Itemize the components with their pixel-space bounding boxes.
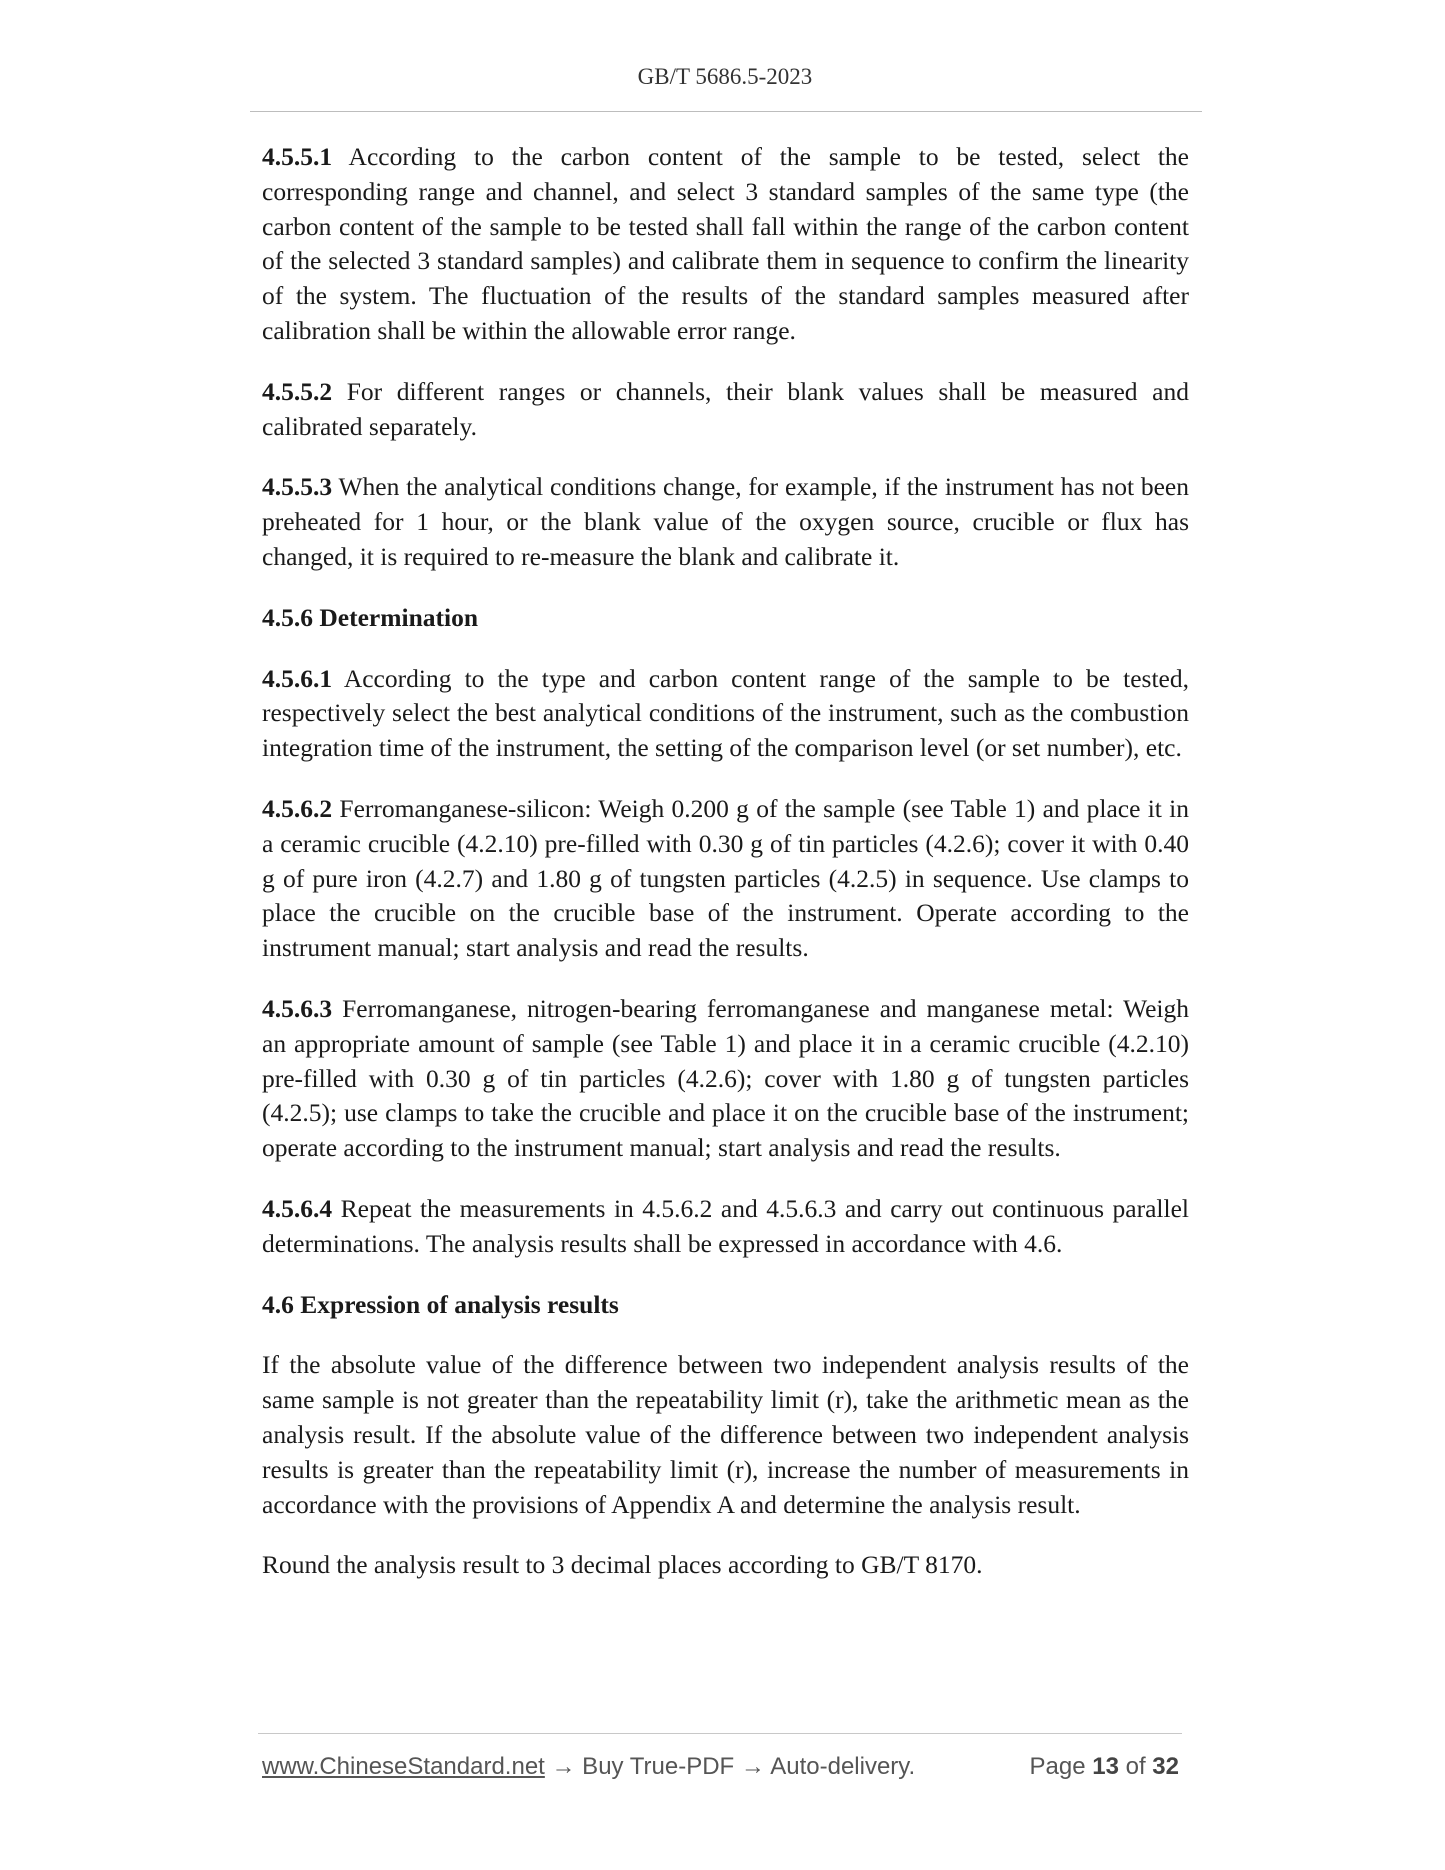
clause-number: 4.5.5.2 (262, 376, 333, 406)
clause-number: 4.5.5.1 (262, 142, 333, 171)
clause-4-5-5-1 (262, 140, 1189, 349)
clause-4-5-6-3 (262, 992, 1189, 1166)
footer-tagline: → Buy True-PDF → Auto-delivery. (544, 1753, 916, 1780)
clause-text: Repeat the measurements in 4.5.6.2 and 4.5.6.3 and carry out continuous parallel determinations. The analysis results shall be expressed in accordance with 4.6. (262, 1193, 1190, 1258)
of-label: of (1125, 1753, 1146, 1780)
clause-4-5-5-3 (262, 470, 1189, 574)
clause-4-5-5-2 (262, 375, 1189, 445)
document-body (262, 140, 1189, 1609)
section-heading-4-6: 4.6 Expression of analysis results (262, 1289, 619, 1319)
clause-4-5-6-4 (262, 1192, 1189, 1262)
page-label: Page (1029, 1753, 1086, 1780)
total-pages: 32 (1152, 1753, 1179, 1780)
footer-promo (262, 1753, 915, 1781)
clause-number: 4.5.6.4 (262, 1193, 333, 1223)
section-heading-4-5-6: 4.5.6 Determination (262, 602, 479, 632)
paragraph: Round the analysis result to 3 decimal places according to GB/T 8170. (262, 1550, 983, 1580)
clause-4-5-6-2 (262, 792, 1189, 966)
clause-4-5-6-1 (262, 662, 1189, 766)
clause-number: 4.5.5.3 (262, 472, 333, 502)
clause-text: When the analytical conditions change, for example, if the instrument has not been preheated for 1 hour, or the blank value of the oxygen source, crucible or flux has changed, it is required to re-measure the blank and calibrate it. (262, 472, 1189, 571)
page-indicator (1030, 1753, 1180, 1781)
clause-number: 4.5.6.1 (262, 663, 333, 693)
clause-number: 4.5.6.2 (262, 793, 333, 823)
clause-text: Ferromanganese, nitrogen-bearing ferromanganese and manganese metal: Weigh an appropriate amount of sample (see Table 1) and place it in a ceramic crucible (4.2.10) pre-filled with 0.30 g of tin particles (4.2.6); cover with 1.80 g of tungsten particles (4.2.5); use clamps to take the crucible and place it on the crucible base of the instrument; operate according to the instrument manual; start analysis and read the results. (262, 993, 1189, 1163)
clause-number: 4.5.6.3 (262, 993, 333, 1023)
clause-text: For different ranges or channels, their blank values shall be measured and calibrated separately. (262, 376, 1189, 441)
paragraph: If the absolute value of the difference between two independent analysis results of the same sample is not greater than the repeatability limit (r), take the arithmetic mean as the analysis result. If the absolute value of the difference between two independent analysis results is greater than the repeatability limit (r), increase the number of measurements in accordance with the provisions of Appendix A and determine the analysis result. (262, 1350, 1189, 1519)
clause-text: According to the carbon content of the sample to be tested, select the corresponding range and channel, and select 3 standard samples of the same type (the carbon content of the sample to be tested shall fall within the range of the carbon content of the selected 3 standard samples) and calibrate them in sequence to confirm the linearity of the system. The fluctuation of the results of the standard samples measured after calibration shall be within the allowable error range. (262, 142, 1189, 345)
clause-text: Ferromanganese-silicon: Weigh 0.200 g of the sample (see Table 1) and place it in a ceramic crucible (4.2.10) pre-filled with 0.30 g of tin particles (4.2.6); cover it with 0.40 g of pure iron (4.2.7) and 1.80 g of tungsten particles (4.2.5) in sequence. Use clamps to place the crucible on the crucible base of the instrument. Operate according to the instrument manual; start analysis and read the results. (262, 793, 1190, 963)
page-footer (262, 1753, 1182, 1787)
clause-text: According to the type and carbon content range of the sample to be tested, respectively select the best analytical conditions of the instrument, such as the combustion integration time of the instrument, the setting of the comparison level (or set number), etc. (262, 663, 1189, 763)
page-number: 13 (1092, 1753, 1119, 1780)
site-link[interactable]: www.ChineseStandard.net (262, 1753, 545, 1780)
header-divider (250, 111, 1202, 112)
document-header: GB/T 5686.5-2023 (637, 64, 813, 89)
footer-divider (258, 1733, 1182, 1734)
